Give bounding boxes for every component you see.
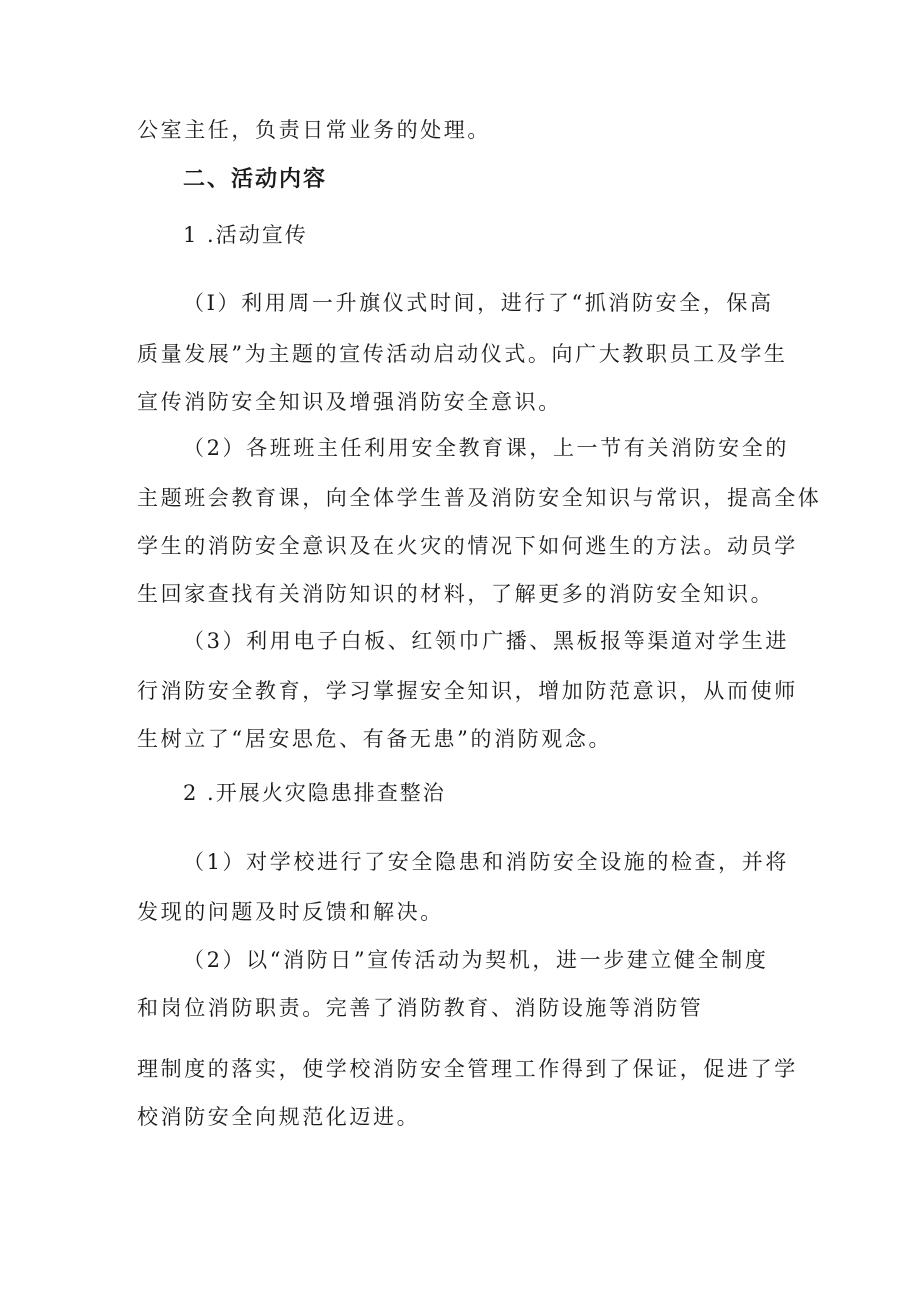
subsection-heading: 2 .开展火灾隐患排查整治 [183,781,446,805]
paragraph-line: （I）利用周一升旗仪式时间，进行了“抓消防安全，保高 [183,291,774,315]
paragraph-line: 主题班会教育课，向全体学生普及消防安全知识与常识，提高全体 [137,486,822,510]
paragraph-line: （2）以“消防日”宣传活动为契机，进一步建立健全制度 [183,948,769,972]
paragraph-line: （2）各班班主任利用安全教育课，上一节有关消防安全的 [183,436,789,460]
subsection-heading: 1 .活动宣传 [183,223,308,247]
paragraph-line: 校消防安全向规范化迈进。 [137,1105,421,1129]
paragraph-line: 理制度的落实，使学校消防安全管理工作得到了保证，促进了学 [137,1057,798,1081]
paragraph-line: 行消防安全教育，学习掌握安全知识，增加防范意识，从而使师 [137,679,798,703]
paragraph-line: 和岗位消防职责。完善了消防教育、消防设施等消防管 [137,996,704,1020]
paragraph-line: 质量发展”为主题的宣传活动启动仪式。向广大教职员工及学生 [137,342,788,366]
paragraph-line: 生树立了“居安思危、有备无患”的消防观念。 [137,727,613,751]
section-heading: 二、活动内容 [183,167,328,192]
paragraph-line: 宣传消防安全知识及增强消防安全意识。 [137,390,562,414]
paragraph-line: 生回家查找有关消防知识的材料，了解更多的消防安全知识。 [137,582,775,606]
paragraph-line: 学生的消防安全意识及在火灾的情况下如何逃生的方法。动员学 [137,534,798,558]
paragraph-line: 公室主任，负责日常业务的处理。 [137,118,491,142]
paragraph-line: 发现的问题及时反馈和解决。 [137,900,444,924]
paragraph-line: （1）对学校进行了安全隐患和消防安全设施的检查，并将 [183,850,789,874]
paragraph-line: （3）利用电子白板、红领巾广播、黑板报等渠道对学生进 [183,629,789,653]
